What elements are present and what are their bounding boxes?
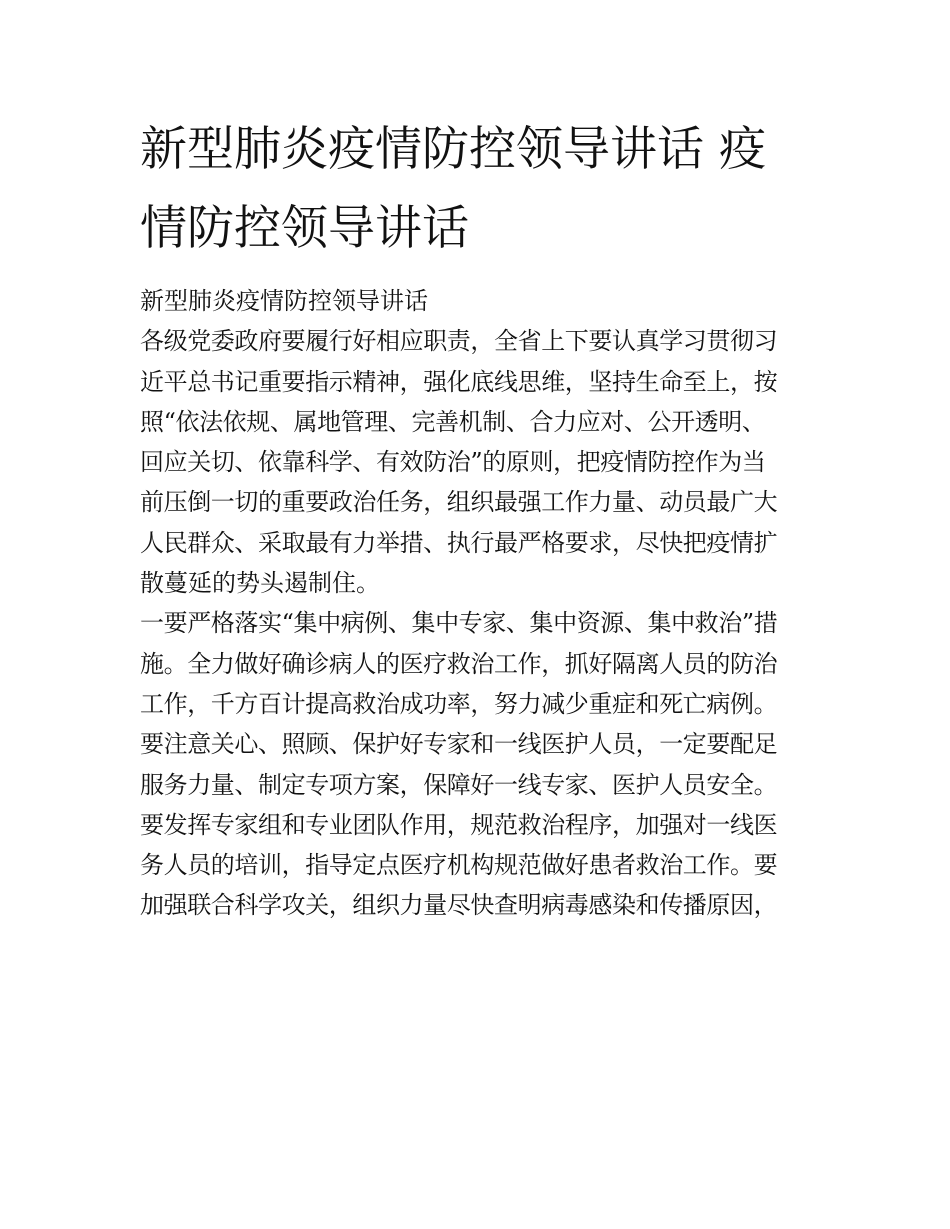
body-line: 散蔓延的势头遏制住。 [140, 569, 380, 598]
body-line: 加强联合科学攻关，组织力量尽快查明病毒感染和传播原因， [140, 891, 778, 920]
body-line: 要发挥专家组和专业团队作用，规范救治程序，加强对一线医 [140, 810, 778, 839]
subtitle-line: 新型肺炎疫情防控领导讲话 [140, 287, 428, 315]
body-line: 服务力量、制定专项方案，保障好一线专家、医护人员安全。 [140, 770, 778, 799]
body-line: 人民群众、采取最有力举措、执行最严格要求，尽快把疫情扩 [140, 528, 778, 557]
body-line: 前压倒一切的重要政治任务，组织最强工作力量、动员最广大 [140, 488, 778, 517]
document-body [140, 281, 830, 926]
body-line: 照“依法依规、属地管理、完善机制、合力应对、公开透明、 [140, 407, 766, 436]
body-line: 务人员的培训，指导定点医疗机构规范做好患者救治工作。要 [140, 851, 778, 880]
body-line: 施。全力做好确诊病人的医疗救治工作，抓好隔离人员的防治 [140, 649, 778, 678]
document-title [140, 110, 820, 268]
body-line: 工作，千方百计提高救治成功率，努力减少重症和死亡病例。 [140, 689, 778, 718]
title-line: 情防控领导讲话 [140, 201, 469, 256]
body-line: 近平总书记重要指示精神，强化底线思维，坚持生命至上，按 [140, 367, 778, 396]
body-line: 要注意关心、照顾、保护好专家和一线医护人员，一定要配足 [140, 730, 778, 759]
title-line: 新型肺炎疫情防控领导讲话 疫 [140, 122, 766, 177]
body-line: 各级党委政府要履行好相应职责，全省上下要认真学习贯彻习 [140, 327, 778, 356]
body-line: 一要严格落实“集中病例、集中专家、集中资源、集中救治”措 [140, 609, 778, 638]
body-line: 回应关切、依靠科学、有效防治”的原则，把疫情防控作为当 [140, 448, 766, 477]
